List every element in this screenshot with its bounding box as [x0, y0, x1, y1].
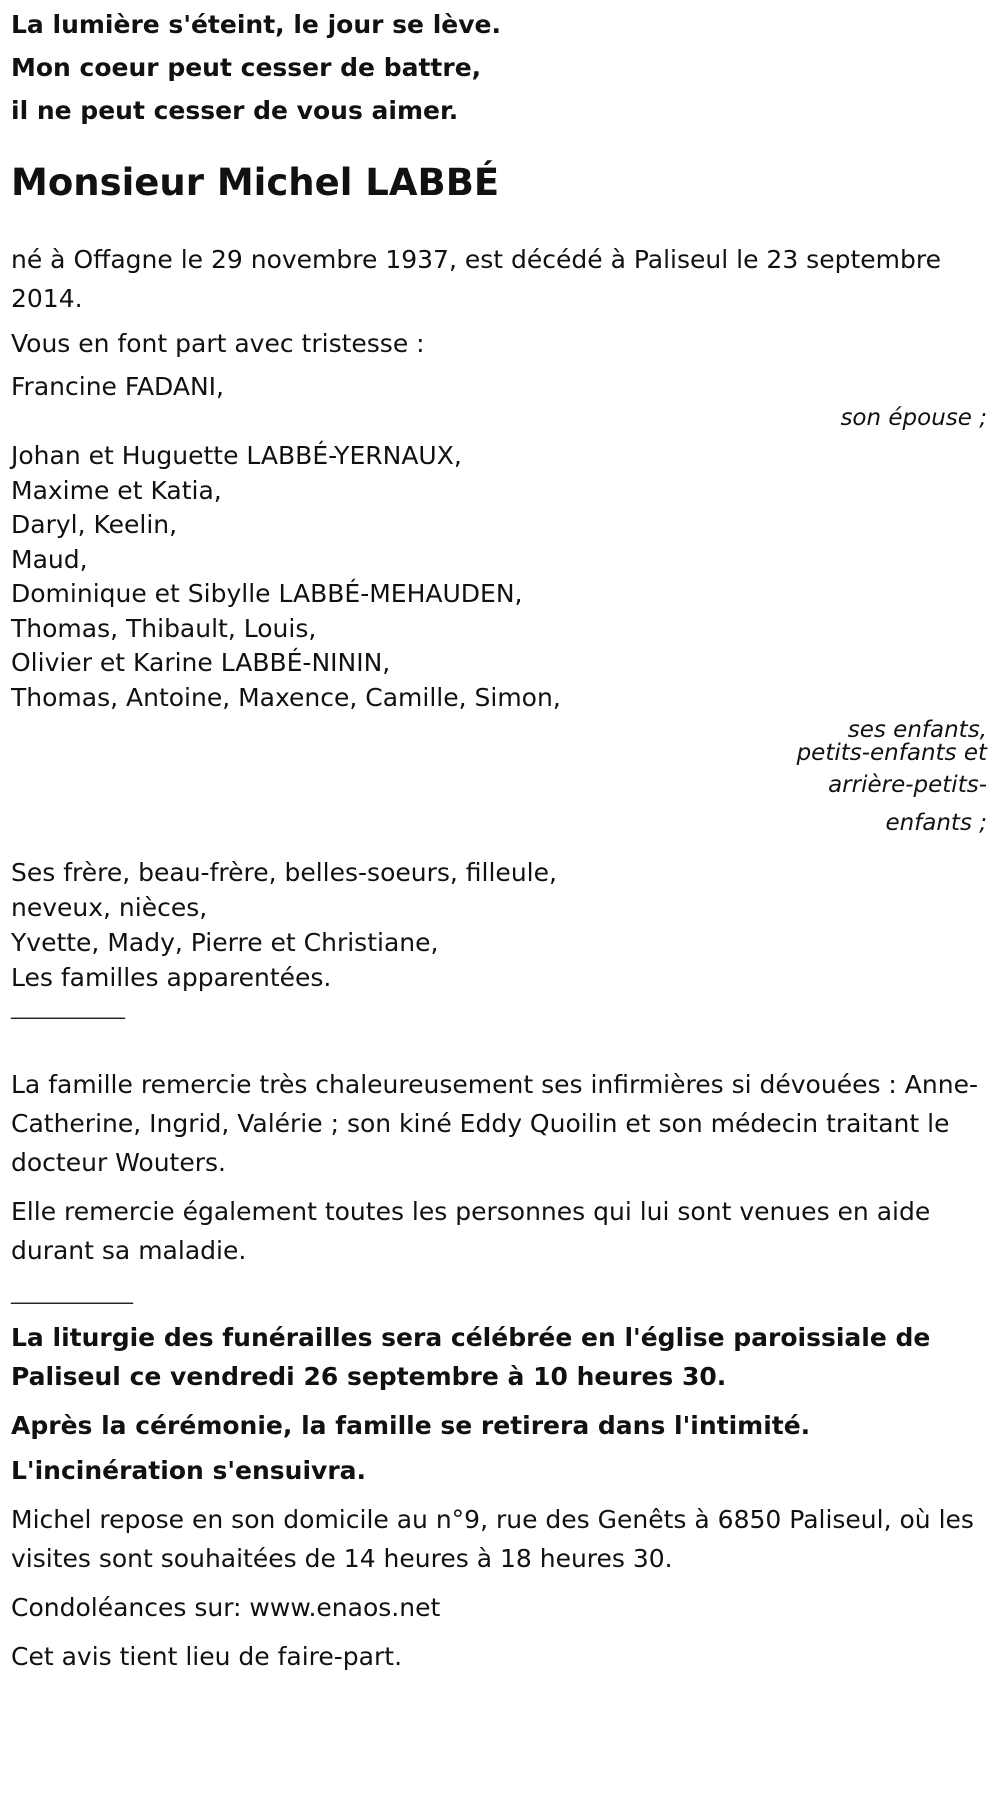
children-role-line-1: ses enfants,: [847, 717, 987, 743]
children-line-6: Thomas, Thibault, Louis,: [11, 613, 317, 643]
thanks-caregivers: La famille remercie très chaleureusement ses infirmières si dévouées : Anne-Catherine, Ingrid, Valérie ; son kiné Eddy Quoilin et son médecin traitant le docteur Wouters.: [11, 1070, 978, 1177]
family-block: [11, 855, 989, 995]
children-line-4: Maud,: [11, 544, 88, 574]
children-block: [11, 439, 989, 841]
thanks-helpers: Elle remercie également toutes les personnes qui lui sont venues en aide durant sa maladie.: [11, 1197, 931, 1265]
family-line-3: Yvette, Mady, Pierre et Christiane,: [11, 928, 439, 957]
family-line-1: Ses frère, beau-frère, belles-soeurs, filleule,: [11, 858, 557, 887]
children-line-3: Daryl, Keelin,: [11, 510, 178, 539]
notice-statement: Cet avis tient lieu de faire-part.: [11, 1642, 403, 1671]
deceased-name-title: Monsieur Michel LABBÉ: [11, 161, 500, 204]
spouse-role: son épouse ;: [840, 405, 987, 431]
liturgy-announcement: La liturgie des funérailles sera célébrée en l'église paroissiale de Paliseul ce vendredi 26 septembre à 10 heures 30.: [11, 1323, 931, 1391]
family-line-2: neveux, nièces,: [11, 893, 208, 922]
children-role-line-2: petits-enfants et: [796, 740, 987, 766]
poem: [11, 0, 989, 132]
poem-line-3: il ne peut cesser de vous aimer.: [11, 96, 459, 125]
separator-2: _______________: [11, 1280, 131, 1304]
separator-1: ______________: [11, 995, 123, 1019]
visits-statement: Michel repose en son domicile au n°9, rue des Genêts à 6850 Paliseul, où les visites sont souhaitées de 14 heures à 18 heures 30.: [11, 1505, 974, 1573]
children-role-line-3: arrière-petits-: [828, 772, 987, 798]
incineration-statement: L'incinération s'ensuivra.: [11, 1456, 367, 1485]
intro-statement: Vous en font part avec tristesse :: [11, 329, 425, 358]
condolences-statement: Condoléances sur: www.enaos.net: [11, 1593, 441, 1622]
after-ceremony-statement: Après la cérémonie, la famille se retirera dans l'intimité.: [11, 1411, 811, 1440]
poem-line-1: La lumière s'éteint, le jour se lève.: [11, 10, 501, 39]
children-role-line-4: enfants ;: [885, 810, 987, 836]
children-role: [11, 719, 989, 841]
spouse-name: Francine FADANI,: [11, 372, 224, 401]
children-line-8: Thomas, Antoine, Maxence, Camille, Simon,: [11, 682, 561, 712]
children-line-5: Dominique et Sibylle LABBÉ-MEHAUDEN,: [11, 579, 523, 608]
poem-line-2: Mon coeur peut cesser de battre,: [11, 53, 482, 82]
birth-death-statement: né à Offagne le 29 novembre 1937, est décédé à Paliseul le 23 septembre 2014.: [11, 245, 941, 313]
children-line-7: Olivier et Karine LABBÉ-NININ,: [11, 648, 391, 677]
family-line-4: Les familles apparentées.: [11, 963, 332, 992]
spouse-block: [11, 367, 989, 431]
children-line-2: Maxime et Katia,: [11, 475, 222, 505]
children-line-1: Johan et Huguette LABBÉ-YERNAUX,: [11, 441, 462, 470]
obituary-notice: [11, 0, 989, 1686]
